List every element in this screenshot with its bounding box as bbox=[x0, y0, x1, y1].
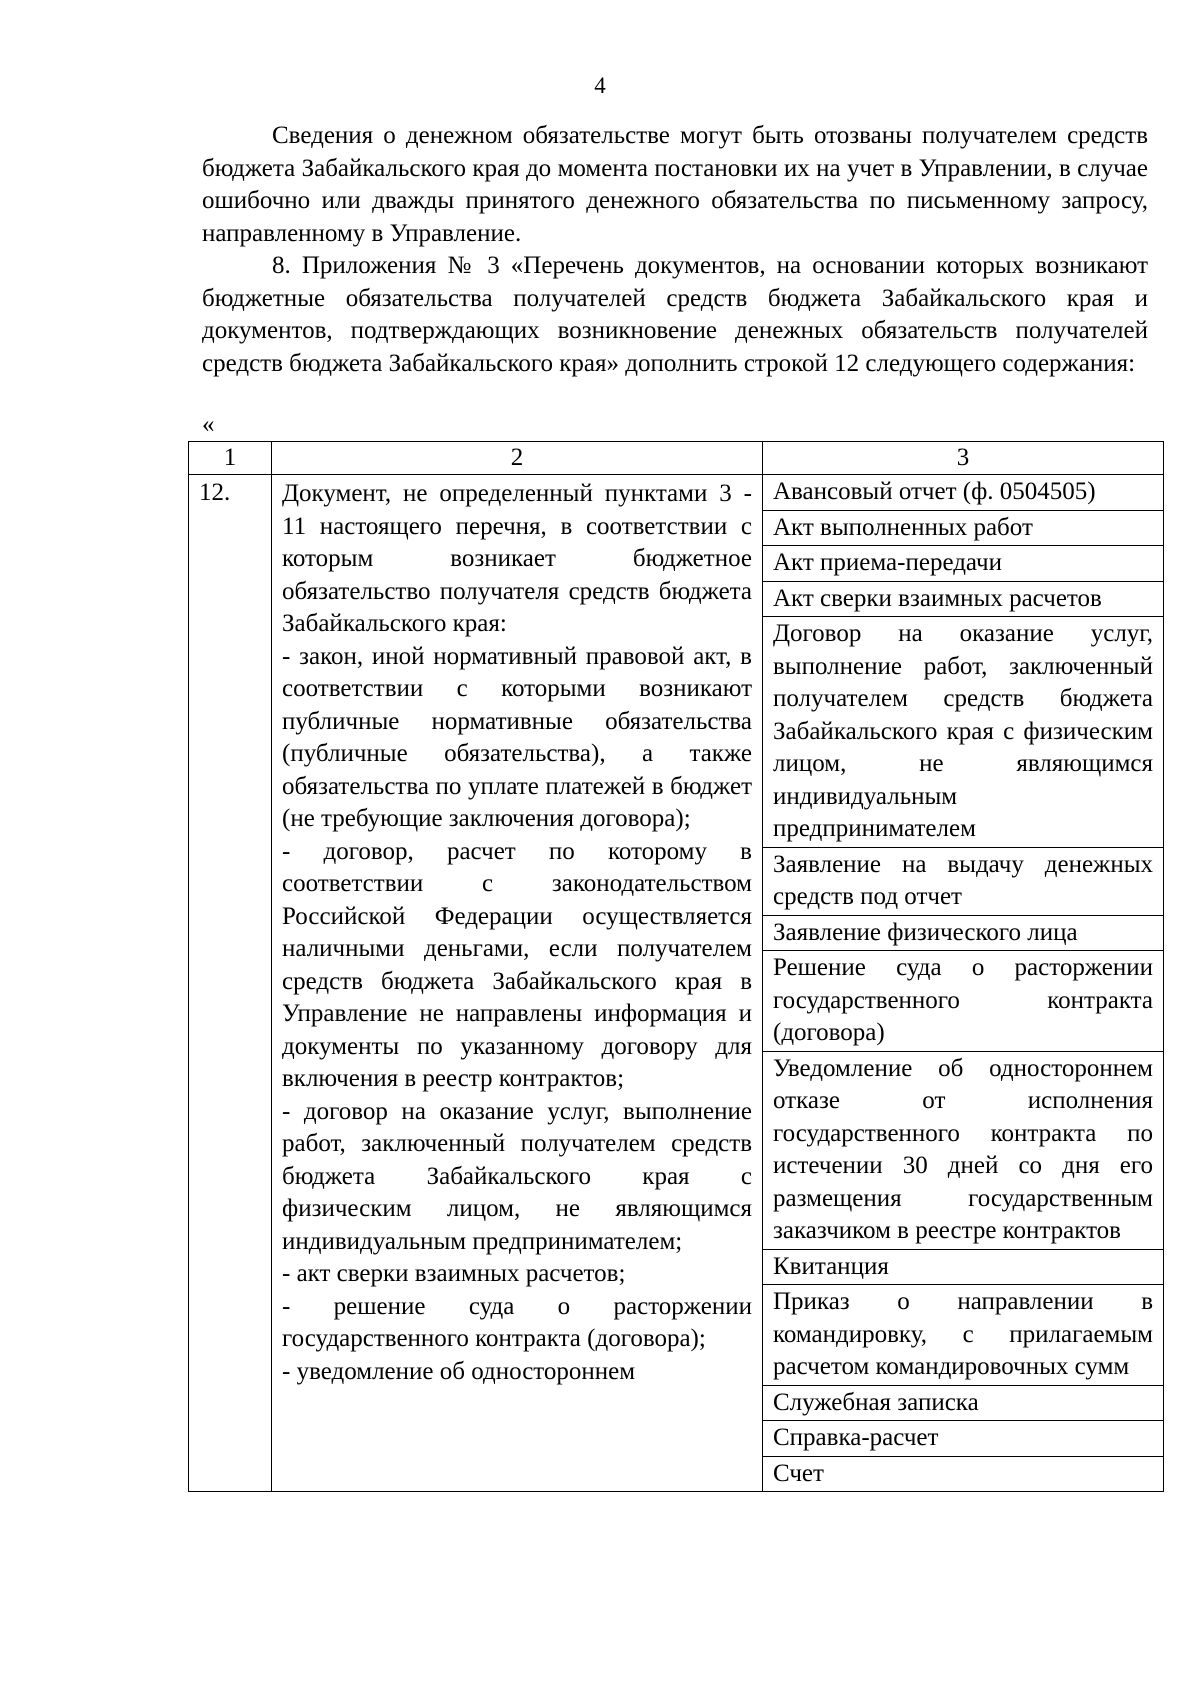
document-item: Служебная записка bbox=[763, 1386, 1163, 1422]
description-line: - закон, иной нормативный правовой акт, в соответствии с которыми возникают публичные нормативные обязательства (публичные обязательства), а также обязательства по уплате платежей в бюджет (не требующие заключения договора); bbox=[282, 642, 752, 832]
description-line: - решение суда о расторжении государственного контракта (договора); bbox=[282, 1292, 752, 1352]
page-number: 4 bbox=[594, 73, 606, 98]
document-item: Авансовый отчет (ф. 0504505) bbox=[763, 475, 1163, 511]
header-col-1: 1 bbox=[189, 442, 272, 475]
document-item: Акт сверки взаимных расчетов bbox=[763, 582, 1163, 618]
table-header-row bbox=[189, 442, 1164, 475]
paragraph-appendix-amendment: 8. Приложения № 3 «Перечень документов, на основании которых возникают бюджетные обязательства получателей средств бюджета Забайкальского края и документов, подтверждающих возникновение денежных обязательств получателей средств бюджета Забайкальского края» дополнить строкой 12 следующего содержания: bbox=[202, 252, 1148, 377]
document-item: Акт выполненных работ bbox=[763, 511, 1163, 547]
document-item: Договор на оказание услуг, выполнение работ, заключенный получателем средств бюджета Забайкальского края с физическим лицом, не являющимся индивидуальным предпринимателем bbox=[763, 617, 1163, 848]
header-col-2: 2 bbox=[272, 442, 763, 475]
description-line: - договор на оказание услуг, выполнение работ, заключенный получателем средств бюджета Забайкальского края с физическим лицом, не являющимся индивидуальным предпринимателем; bbox=[282, 1097, 752, 1255]
document-item: Счет bbox=[773, 1459, 824, 1487]
document-item: Приказ о направлении в командировку, с прилагаемым расчетом командировочных сумм bbox=[763, 1285, 1163, 1386]
description-line: - договор, расчет по которому в соответствии с законодательством Российской Федерации осуществляется наличными деньгами, если получателем средств бюджета Забайкальского края в Управление не направлены информация и документы по указанному договору для включения в реестр контрактов; bbox=[282, 837, 752, 1092]
row-number: 12. bbox=[189, 475, 272, 1492]
description-line: - акт сверки взаимных расчетов; bbox=[282, 1260, 626, 1287]
document-item: Квитанция bbox=[763, 1250, 1163, 1286]
opening-quote: « bbox=[202, 411, 215, 438]
paragraph-revocation: Сведения о денежном обязательстве могут быть отозваны получателем средств бюджета Забайкальского края до момента постановки их на учет в Управлении, в случае ошибочно или дважды принятого денежного обязательства по письменному запросу, направленному в Управление. bbox=[202, 122, 1148, 247]
document-item: Решение суда о расторжении государственного контракта (договора) bbox=[763, 951, 1163, 1052]
description-line: Документ, не определенный пунктами 3 - 11 настоящего перечня, в соответствии с которым возникает бюджетное обязательство получателя средств бюджета Забайкальского края: bbox=[282, 480, 752, 637]
document-item: Заявление на выдачу денежных средств под отчет bbox=[763, 848, 1163, 916]
row-documents bbox=[763, 475, 1164, 1492]
description-text bbox=[282, 478, 752, 1388]
row-description bbox=[272, 475, 763, 1492]
header-col-3: 3 bbox=[763, 442, 1164, 475]
document-item: Уведомление об одностороннем отказе от исполнения государственного контракта по истечении 30 дней со дня его размещения государственным заказчиком в реестре контрактов bbox=[763, 1052, 1163, 1250]
description-line: - уведомление об одностороннем bbox=[282, 1357, 636, 1385]
body-text bbox=[202, 120, 1148, 380]
table-row bbox=[189, 475, 1164, 1492]
documents-table bbox=[188, 441, 1164, 1492]
documents-list bbox=[763, 475, 1163, 1491]
document-item: Справка-расчет bbox=[763, 1421, 1163, 1457]
document-item: Акт приема-передачи bbox=[763, 546, 1163, 582]
document-item: Заявление физического лица bbox=[763, 916, 1163, 952]
